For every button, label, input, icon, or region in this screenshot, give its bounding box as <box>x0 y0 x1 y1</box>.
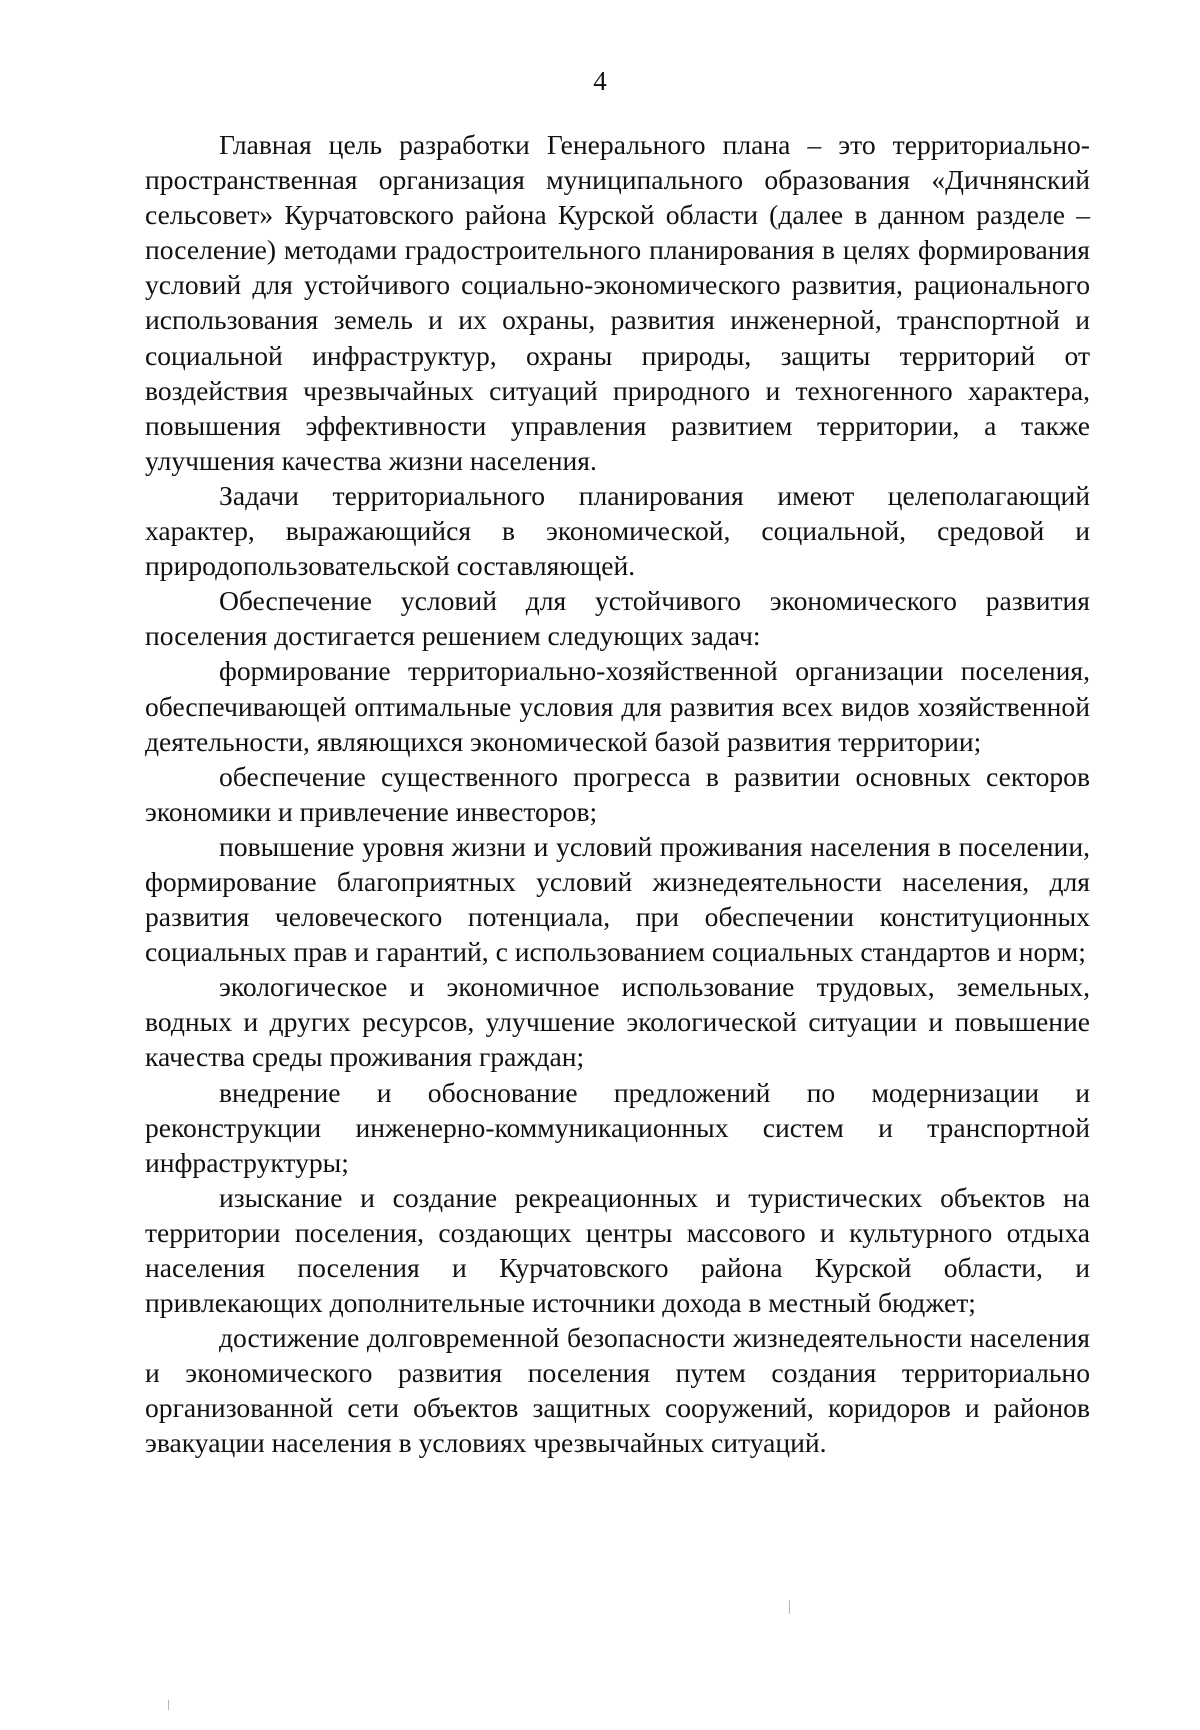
list-item: обеспечение существенного прогресса в развитии основных секторов экономики и привлечение инвесторов; <box>145 760 1090 827</box>
paragraph: Задачи территориального планирования имеют целеполагающий характер, выражающийся в экономической, социальной, средовой и природопользовательской составляющей. <box>145 479 1090 582</box>
scan-artifact <box>789 1600 790 1614</box>
list-item: изыскание и создание рекреационных и туристических объектов на территории поселения, создающих центры массового и культурного отдыха населения поселения и Курчатовского района Курской области, и привлекающих дополнительные источники дохода в местный бюджет; <box>145 1181 1090 1319</box>
list-item: достижение долговременной безопасности жизнедеятельности населения и экономического развития поселения путем создания территориально организованной сети объектов защитных сооружений, коридоров и районов эвакуации населения в условиях чрезвычайных ситуаций. <box>145 1322 1090 1459</box>
list-item: повышение уровня жизни и условий проживания населения в поселении, формирование благоприятных условий жизнедеятельности населения, для развития человеческого потенциала, при обеспечении конституционных социальных прав и гарантий, с использованием социальных стандартов и норм; <box>145 830 1090 968</box>
list-item: внедрение и обоснование предложений по модернизации и реконструкции инженерно-коммуникационных систем и транспортной инфраструктуры; <box>145 1076 1090 1178</box>
document-body <box>145 127 1090 1461</box>
scan-artifact <box>168 1700 169 1710</box>
paragraph: Главная цель разработки Генерального плана – это территориально-пространственная организация муниципального образования «Дичнянский сельсовет» Курчатовского района Курской области (далее в данном разделе – поселение) методами градостроительного планирования в целях формирования условий для устойчивого социально-экономического развития, рационального использования земель и их охраны, развития инженерной, транспортной и социальной инфраструктур, охраны природы, защиты территорий от воздействия чрезвычайных ситуаций природного и техногенного характера, повышения эффективности управления развитием территории, а также улучшения качества жизни населения. <box>145 129 1090 476</box>
list-item: формирование территориально-хозяйственной организации поселения, обеспечивающей оптимальные условия для развития всех видов хозяйственной деятельности, являющихся экономической базой развития территории; <box>145 655 1090 757</box>
paragraph: Обеспечение условий для устойчивого экономического развития поселения достигается решением следующих задач: <box>145 585 1090 652</box>
page-number: 4 <box>593 66 607 96</box>
list-item: экологическое и экономичное использование трудовых, земельных, водных и других ресурсов, улучшение экологической ситуации и повышение качества среды проживания граждан; <box>145 971 1090 1073</box>
